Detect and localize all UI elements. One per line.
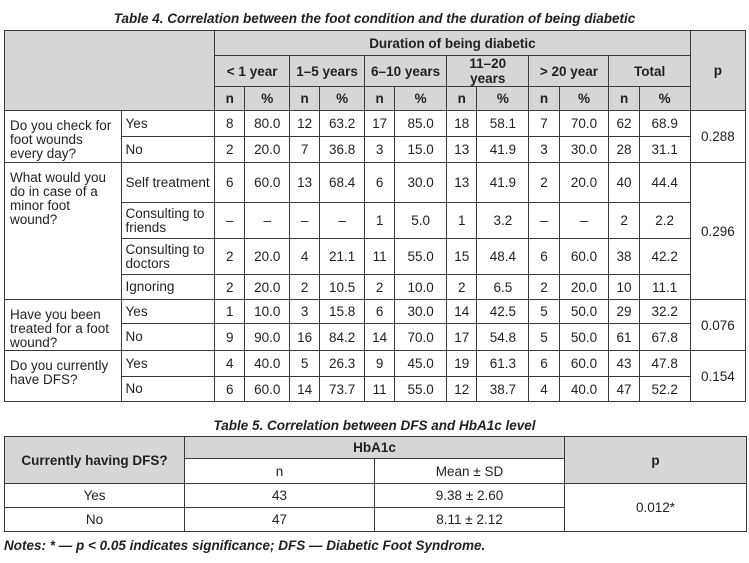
percent-cell: 20.0: [245, 239, 290, 275]
percent-cell: 10.0: [245, 300, 290, 324]
question-cell: Do you currently have DFS?: [5, 351, 122, 402]
count-cell: 6: [529, 351, 559, 377]
percent-cell: 15.0: [395, 137, 447, 163]
percent-cell: 60.0: [245, 163, 290, 203]
count-cell: 13: [290, 163, 320, 203]
count-cell: 13: [447, 163, 477, 203]
percent-cell: 32.2: [639, 300, 690, 324]
table5-mean-cell: 9.38 ± 2.60: [375, 484, 565, 508]
n-subheader: n: [215, 87, 245, 111]
table5-n-header: n: [185, 459, 375, 484]
answer-cell: Yes: [121, 351, 215, 377]
percent-cell: 67.8: [639, 324, 690, 351]
pct-subheader: %: [477, 87, 529, 111]
table5-row-header: Currently having DFS?: [5, 437, 185, 484]
count-cell: 8: [215, 111, 245, 137]
percent-cell: 85.0: [395, 111, 447, 137]
count-cell: 11: [365, 377, 395, 402]
table4-group-header: Duration of being diabetic: [215, 31, 691, 56]
answer-cell: Yes: [121, 300, 215, 324]
table4-p-header: p: [690, 31, 745, 111]
percent-cell: 30.0: [395, 163, 447, 203]
count-cell: 13: [447, 137, 477, 163]
count-cell: –: [215, 203, 245, 239]
count-cell: 2: [290, 275, 320, 300]
pct-subheader: %: [639, 87, 690, 111]
table5-mean-cell: 8.11 ± 2.12: [375, 508, 565, 532]
percent-cell: 21.1: [320, 239, 365, 275]
count-cell: 6: [529, 239, 559, 275]
count-cell: 6: [365, 163, 395, 203]
table4-corner: [5, 31, 215, 111]
count-cell: 19: [447, 351, 477, 377]
count-cell: 1: [447, 203, 477, 239]
table5: [4, 436, 747, 532]
count-cell: 3: [529, 137, 559, 163]
count-cell: 28: [609, 137, 639, 163]
count-cell: 4: [215, 351, 245, 377]
percent-cell: 47.8: [639, 351, 690, 377]
table5-row-label: Yes: [5, 484, 185, 508]
table-row: [5, 351, 746, 377]
percent-cell: 73.7: [320, 377, 365, 402]
count-cell: 12: [290, 111, 320, 137]
count-cell: 2: [609, 203, 639, 239]
answer-cell: No: [121, 377, 215, 402]
percent-cell: 50.0: [559, 300, 609, 324]
table4: [4, 30, 746, 402]
count-cell: 10: [609, 275, 639, 300]
question-cell: Have you been treated for a foot wound?: [5, 300, 122, 351]
percent-cell: 68.9: [639, 111, 690, 137]
count-cell: –: [529, 203, 559, 239]
count-cell: 1: [365, 203, 395, 239]
count-cell: 14: [290, 377, 320, 402]
count-cell: 14: [365, 324, 395, 351]
count-cell: 2: [529, 275, 559, 300]
percent-cell: 55.0: [395, 239, 447, 275]
percent-cell: 26.3: [320, 351, 365, 377]
count-cell: 12: [447, 377, 477, 402]
table-row: [5, 111, 746, 137]
percent-cell: 31.1: [639, 137, 690, 163]
n-subheader: n: [447, 87, 477, 111]
duration-header: 11–20 years: [447, 56, 529, 87]
count-cell: 14: [447, 300, 477, 324]
percent-cell: 2.2: [639, 203, 690, 239]
percent-cell: 30.0: [395, 300, 447, 324]
notes: Notes: * — p < 0.05 indicates significance; DFS — Diabetic Foot Syndrome.: [4, 538, 486, 553]
percent-cell: 48.4: [477, 239, 529, 275]
percent-cell: 20.0: [245, 137, 290, 163]
answer-cell: Ignoring: [121, 275, 215, 300]
percent-cell: 20.0: [559, 275, 609, 300]
duration-header: 6–10 years: [365, 56, 447, 87]
question-cell: Do you check for foot wounds every day?: [5, 111, 122, 163]
percent-cell: 80.0: [245, 111, 290, 137]
duration-header: > 20 year: [529, 56, 609, 87]
percent-cell: 60.0: [559, 239, 609, 275]
percent-cell: –: [245, 203, 290, 239]
count-cell: 2: [529, 163, 559, 203]
percent-cell: 3.2: [477, 203, 529, 239]
percent-cell: 40.0: [559, 377, 609, 402]
percent-cell: 38.7: [477, 377, 529, 402]
percent-cell: 10.5: [320, 275, 365, 300]
percent-cell: 45.0: [395, 351, 447, 377]
table-row: [5, 163, 746, 203]
count-cell: 3: [290, 300, 320, 324]
count-cell: 17: [447, 324, 477, 351]
percent-cell: 6.5: [477, 275, 529, 300]
count-cell: 40: [609, 163, 639, 203]
count-cell: 15: [447, 239, 477, 275]
count-cell: 3: [365, 137, 395, 163]
count-cell: 2: [215, 275, 245, 300]
percent-cell: 5.0: [395, 203, 447, 239]
percent-cell: 20.0: [245, 275, 290, 300]
count-cell: 47: [609, 377, 639, 402]
count-cell: 5: [529, 300, 559, 324]
percent-cell: 61.3: [477, 351, 529, 377]
table5-n-cell: 47: [185, 508, 375, 532]
count-cell: 2: [447, 275, 477, 300]
pct-subheader: %: [320, 87, 365, 111]
table5-row-label: No: [5, 508, 185, 532]
answer-cell: Consulting to doctors: [121, 239, 215, 275]
count-cell: 4: [290, 239, 320, 275]
count-cell: 1: [215, 300, 245, 324]
percent-cell: 10.0: [395, 275, 447, 300]
table5-p-value: 0.012*: [565, 484, 747, 532]
percent-cell: 30.0: [559, 137, 609, 163]
percent-cell: 50.0: [559, 324, 609, 351]
count-cell: 7: [529, 111, 559, 137]
pct-subheader: %: [245, 87, 290, 111]
count-cell: 9: [215, 324, 245, 351]
percent-cell: 84.2: [320, 324, 365, 351]
pct-subheader: %: [559, 87, 609, 111]
percent-cell: 40.0: [245, 351, 290, 377]
percent-cell: –: [320, 203, 365, 239]
percent-cell: 70.0: [395, 324, 447, 351]
count-cell: 38: [609, 239, 639, 275]
count-cell: 5: [290, 351, 320, 377]
count-cell: 61: [609, 324, 639, 351]
n-subheader: n: [290, 87, 320, 111]
n-subheader: n: [609, 87, 639, 111]
count-cell: 7: [290, 137, 320, 163]
count-cell: 6: [365, 300, 395, 324]
count-cell: 6: [215, 377, 245, 402]
count-cell: 62: [609, 111, 639, 137]
percent-cell: 15.8: [320, 300, 365, 324]
percent-cell: 41.9: [477, 137, 529, 163]
p-value-cell: 0.288: [690, 111, 745, 163]
count-cell: 16: [290, 324, 320, 351]
count-cell: 18: [447, 111, 477, 137]
count-cell: 17: [365, 111, 395, 137]
percent-cell: 44.4: [639, 163, 690, 203]
question-cell: What would you do in case of a minor foot wound?: [5, 163, 122, 300]
percent-cell: 63.2: [320, 111, 365, 137]
percent-cell: 70.0: [559, 111, 609, 137]
percent-cell: 42.5: [477, 300, 529, 324]
duration-header: 1–5 years: [290, 56, 365, 87]
p-value-cell: 0.076: [690, 300, 745, 351]
pct-subheader: %: [395, 87, 447, 111]
table5-mean-header: Mean ± SD: [375, 459, 565, 484]
table5-p-header: p: [565, 437, 747, 484]
percent-cell: 54.8: [477, 324, 529, 351]
n-subheader: n: [365, 87, 395, 111]
count-cell: 43: [609, 351, 639, 377]
percent-cell: –: [559, 203, 609, 239]
count-cell: 4: [529, 377, 559, 402]
percent-cell: 90.0: [245, 324, 290, 351]
percent-cell: 36.8: [320, 137, 365, 163]
percent-cell: 58.1: [477, 111, 529, 137]
percent-cell: 42.2: [639, 239, 690, 275]
percent-cell: 20.0: [559, 163, 609, 203]
duration-header: Total: [609, 56, 690, 87]
answer-cell: Self treatment: [121, 163, 215, 203]
count-cell: 9: [365, 351, 395, 377]
table4-caption: Table 4. Correlation between the foot condition and the duration of being diabetic: [113, 11, 636, 26]
count-cell: 2: [215, 239, 245, 275]
table5-n-cell: 43: [185, 484, 375, 508]
count-cell: 5: [529, 324, 559, 351]
percent-cell: 60.0: [245, 377, 290, 402]
percent-cell: 55.0: [395, 377, 447, 402]
answer-cell: No: [121, 137, 215, 163]
count-cell: 6: [215, 163, 245, 203]
percent-cell: 68.4: [320, 163, 365, 203]
table-row: [5, 300, 746, 324]
table5-group-header: HbA1c: [185, 437, 565, 459]
answer-cell: No: [121, 324, 215, 351]
percent-cell: 52.2: [639, 377, 690, 402]
answer-cell: Yes: [121, 111, 215, 137]
count-cell: –: [290, 203, 320, 239]
percent-cell: 41.9: [477, 163, 529, 203]
p-value-cell: 0.154: [690, 351, 745, 402]
n-subheader: n: [529, 87, 559, 111]
count-cell: 29: [609, 300, 639, 324]
count-cell: 2: [365, 275, 395, 300]
percent-cell: 60.0: [559, 351, 609, 377]
percent-cell: 11.1: [639, 275, 690, 300]
duration-header: < 1 year: [215, 56, 290, 87]
count-cell: 2: [215, 137, 245, 163]
count-cell: 11: [365, 239, 395, 275]
p-value-cell: 0.296: [690, 163, 745, 300]
table5-caption: Table 5. Correlation between DFS and HbA1c level: [213, 418, 536, 433]
answer-cell: Consulting to friends: [121, 203, 215, 239]
